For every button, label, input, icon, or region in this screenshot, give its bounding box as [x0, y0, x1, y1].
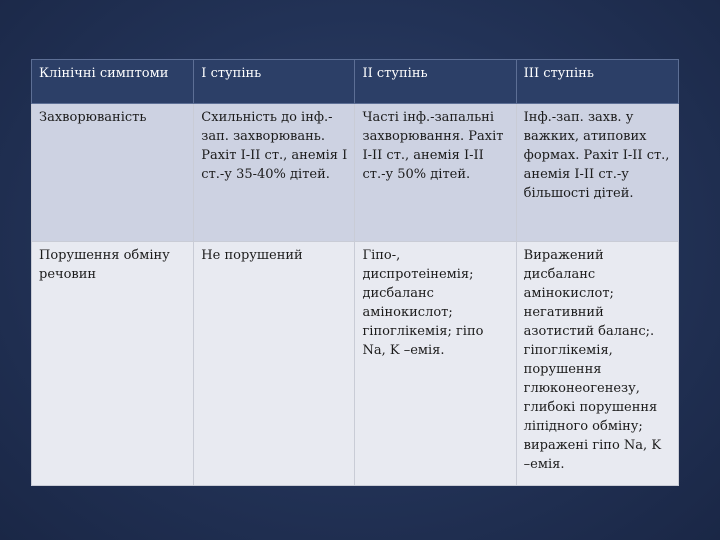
table-header-row	[32, 60, 679, 104]
table-row	[32, 104, 679, 242]
table-cell: Не порушений	[194, 242, 355, 486]
table-cell: Порушення обміну речовин	[32, 242, 194, 486]
table-cell: Інф.-зап. захв. у важких, атипових формах. Рахіт I-II ст., анемія I-II ст.-у більшості дітей.	[516, 104, 678, 242]
table-cell: Захворюваність	[32, 104, 194, 242]
table-cell: Гіпо-, диспротеінемія; дисбаланс амінокислот; гіпоглікемія; гіпо Na, K –емія.	[355, 242, 516, 486]
table-row	[32, 242, 679, 486]
table-cell: Схильність до інф.-зап. захворювань. Рахіт I-II ст., анемія I ст.-у 35-40% дітей.	[194, 104, 355, 242]
table-cell: Виражений дисбаланс амінокислот; негативний азотистий баланс;. гіпоглікемія, порушення глюконеогенезу, глибокі порушення ліпідного обміну; виражені гіпо Na, K –емія.	[516, 242, 678, 486]
header-cell-degree-2: II ступінь	[355, 60, 516, 104]
header-cell-symptoms: Клінічні симптоми	[32, 60, 194, 104]
symptoms-table	[31, 59, 679, 486]
header-cell-degree-3: III ступінь	[516, 60, 678, 104]
table-cell: Часті інф.-запальні захворювання. Рахіт I-II ст., анемія I-II ст.-у 50% дітей.	[355, 104, 516, 242]
header-cell-degree-1: I ступінь	[194, 60, 355, 104]
